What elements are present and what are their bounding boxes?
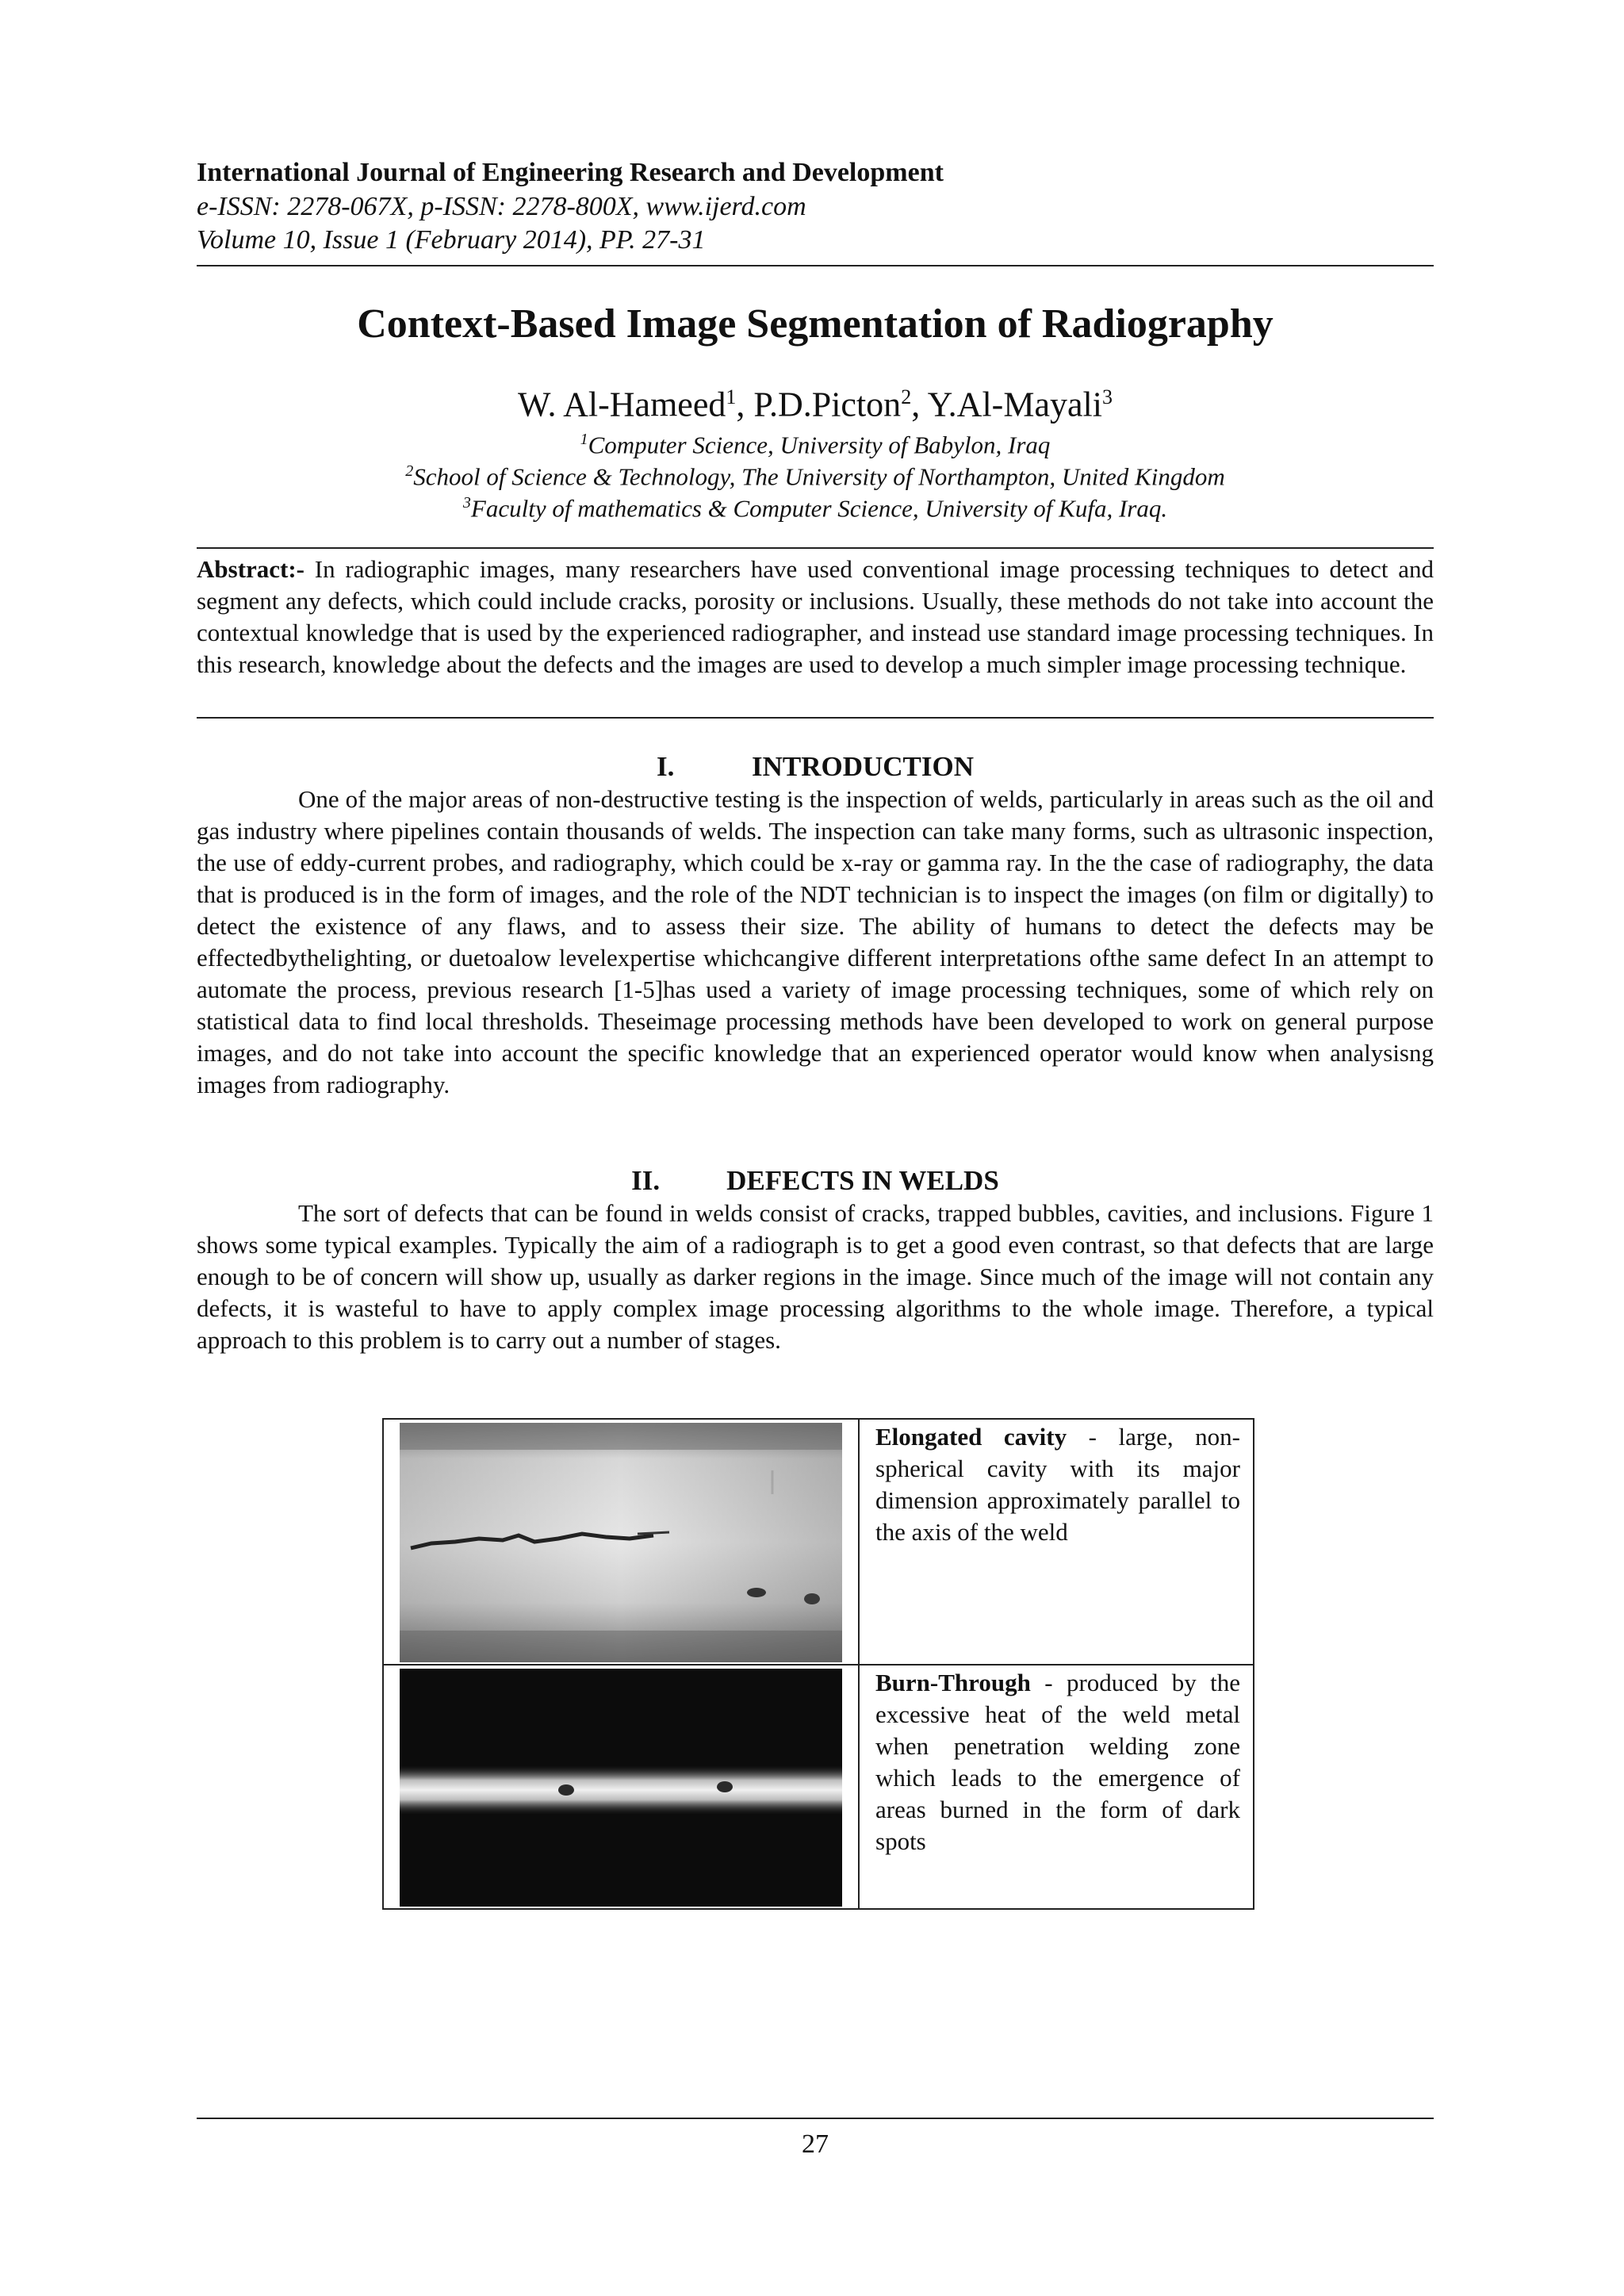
- section-heading: [197, 1163, 1434, 1199]
- paper-title: Context-Based Image Segmentation of Radiography: [357, 301, 1274, 347]
- abstract-label: Abstract:-: [197, 555, 305, 583]
- section-title: DEFECTS IN WELDS: [726, 1165, 999, 1196]
- journal-volume: Volume 10, Issue 1 (February 2014), PP. 27-31: [197, 225, 706, 255]
- table-divider: [384, 1664, 1253, 1665]
- section-number: II.: [631, 1165, 661, 1196]
- affiliation: [197, 487, 1434, 524]
- radiograph-elongated-cavity: [400, 1423, 842, 1662]
- figure-1-table: [382, 1418, 1254, 1910]
- affiliation-sup: 3: [462, 494, 471, 512]
- footer-rule: [197, 2118, 1434, 2119]
- author-separator: ,: [911, 385, 928, 424]
- section-title: INTRODUCTION: [751, 751, 975, 782]
- author-separator: ,: [736, 385, 754, 424]
- journal-header: [197, 155, 1434, 257]
- affiliation-text: School of Science & Technology, The University of Northampton, United Kingdom: [413, 462, 1225, 491]
- abstract-text: In radiographic images, many researchers have used conventional image processing techniques to detect and segment any defects, which could include cracks, porosity or inclusions. Usually, these methods do not take into account the contextual knowledge that is used by the experienced radiographer, and instead use standard image processing techniques. In this research, knowledge about the defects and the images are used to develop a much simpler image processing technique.: [197, 555, 1434, 678]
- author-list: [197, 373, 1434, 430]
- author-sup: 2: [901, 385, 912, 408]
- author-name: P.D.Picton: [753, 385, 902, 424]
- figure-row-text: [875, 1667, 1240, 1905]
- section-number: I.: [656, 751, 675, 782]
- abstract-top-rule: [197, 547, 1434, 549]
- abstract-bottom-rule: [197, 717, 1434, 719]
- defect-term: Elongated cavity: [875, 1423, 1067, 1451]
- radiograph-image: [400, 1669, 842, 1907]
- abstract: [197, 554, 1434, 680]
- header-rule: [197, 265, 1434, 266]
- section-text: One of the major areas of non-destructive testing is the inspection of welds, particularly in areas such as the oil and gas industry where pipelines contain thousands of welds. The inspection can take many forms, such as ultrasonic inspection, the use of eddy-current probes, and radiography, which could be x-ray or gamma ray. In the the case of radiography, the data that is produced is in the form of images, and the role of the NDT technician is to inspect the images (on film or digitally) to detect the existence of any flaws, and to assess their size. The ability of humans to detect the defects may be effectedbythelighting, or duetoalow levelexpertise whichcangive different interpretations ofthe same defect In an attempt to automate the process, previous research [1-5]has used a variety of image processing techniques, some of which rely on statistical data to find local thresholds. Theseimage processing methods have been developed to work on general purpose images, and do not take into account the specific knowledge that an experienced operator would know when analysisng images from radiography.: [197, 785, 1434, 1098]
- radiograph-burn-through: [400, 1669, 842, 1907]
- affiliation-text: Computer Science, University of Babylon, Iraq: [588, 431, 1051, 459]
- author-sup: 3: [1101, 385, 1113, 408]
- defect-description: - produced by the excessive heat of the weld metal when penetration welding zone which leads to the emergence of areas burned in the form of dark spots: [875, 1669, 1240, 1855]
- figure-row-text: [875, 1421, 1240, 1659]
- affiliation-text: Faculty of mathematics & Computer Science, University of Kufa, Iraq.: [470, 494, 1168, 523]
- radiograph-image: [400, 1423, 842, 1662]
- journal-name: International Journal of Engineering Research and Development: [197, 158, 944, 187]
- section-text: The sort of defects that can be found in welds consist of cracks, trapped bubbles, cavities, and inclusions. Figure 1 shows some typical examples. Typically the aim of a radiograph is to get a good even contrast, so that defects that are large enough to be of concern will show up, usually as darker regions in the image. Since much of the image will not contain any defects, it is wasteful to have to apply complex image processing algorithms to the whole image. Therefore, a typical approach to this problem is to carry out a number of stages.: [197, 1199, 1434, 1354]
- defect-term: Burn-Through: [875, 1669, 1031, 1696]
- journal-issn: e-ISSN: 2278-067X, p-ISSN: 2278-800X, www.ijerd.com: [197, 192, 806, 221]
- affiliation-sup: 1: [580, 431, 588, 448]
- page-number: 27: [802, 2129, 829, 2159]
- affiliation-sup: 2: [405, 462, 414, 480]
- author-sup: 1: [726, 385, 737, 408]
- section-heading: [197, 749, 1434, 785]
- author-name: Y.Al-Mayali: [927, 385, 1102, 424]
- author-name: W. Al-Hameed: [518, 385, 726, 424]
- defect-description: - large, non-spherical cavity with its major dimension approximately parallel to the axis of the weld: [875, 1423, 1240, 1546]
